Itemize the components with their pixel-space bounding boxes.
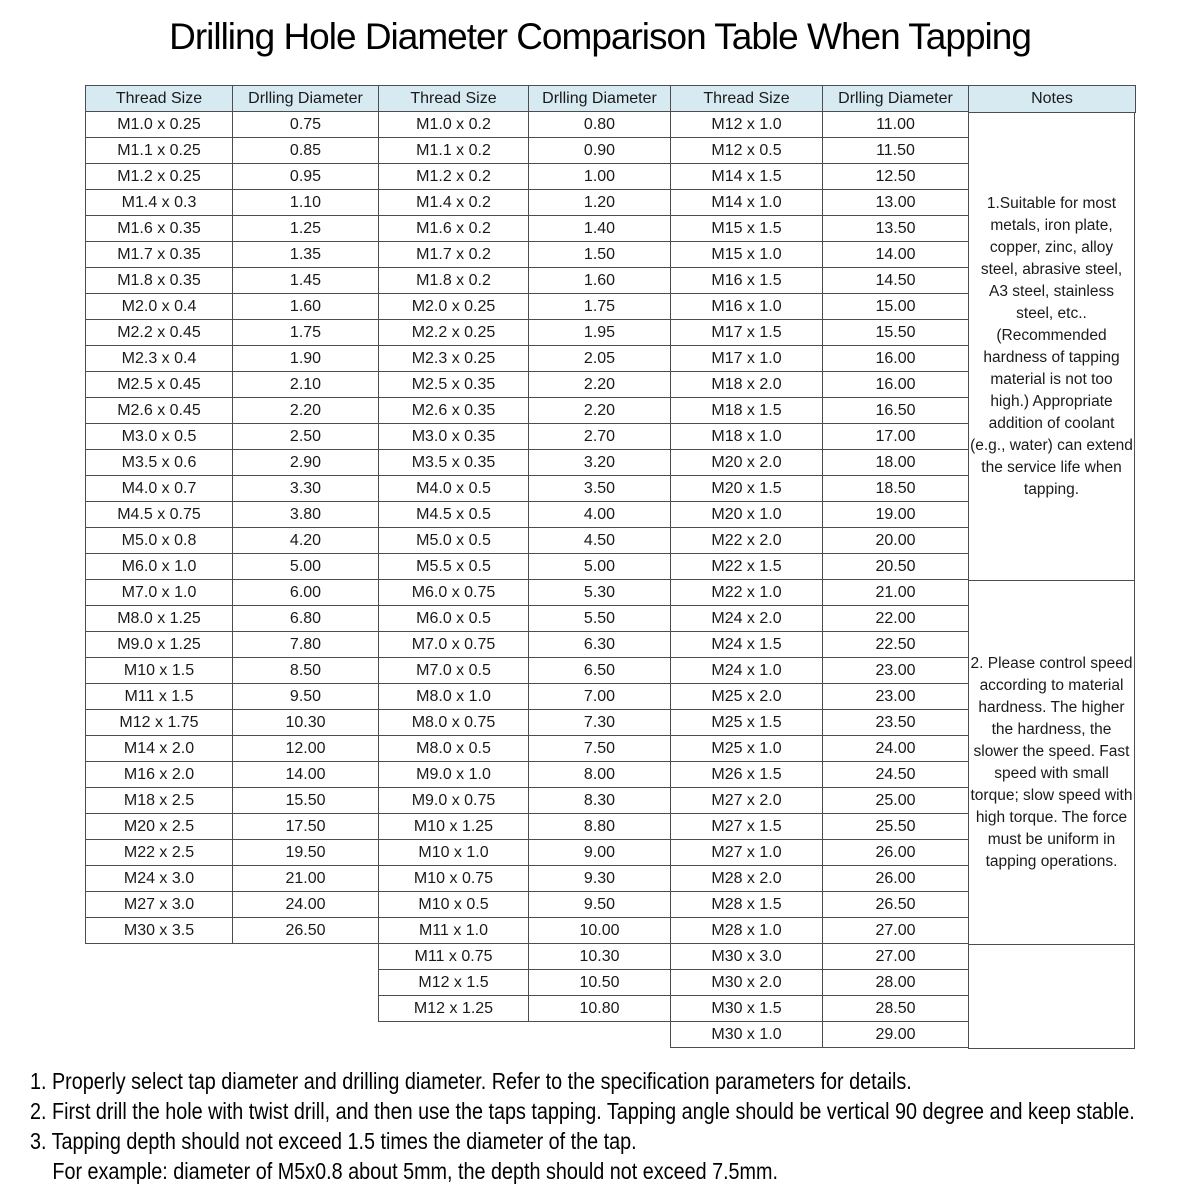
- thread-size-cell: M1.7 x 0.35: [86, 242, 233, 268]
- thread-table-group-1: [85, 85, 379, 944]
- thread-size-cell: M12 x 0.5: [671, 138, 823, 164]
- thread-size-cell: M2.0 x 0.25: [379, 294, 529, 320]
- thread-size-cell: M25 x 2.0: [671, 684, 823, 710]
- drilling-diameter-cell: 25.00: [823, 788, 969, 814]
- thread-size-cell: M1.4 x 0.2: [379, 190, 529, 216]
- note-material-suitability: 1.Suitable for most metals, iron plate, copper, zinc, alloy steel, abrasive steel, A3 steel, stainless steel, etc..(Recommended hardness of tapping material is not too high.) Appropriate addition of coolant (e.g., water) can extend the service life when tapping.: [969, 113, 1135, 581]
- thread-size-cell: M3.0 x 0.35: [379, 424, 529, 450]
- thread-size-cell: M18 x 1.5: [671, 398, 823, 424]
- thread-size-cell: M9.0 x 0.75: [379, 788, 529, 814]
- thread-size-cell: M16 x 1.5: [671, 268, 823, 294]
- thread-size-cell: M1.1 x 0.25: [86, 138, 233, 164]
- thread-size-cell: M7.0 x 1.0: [86, 580, 233, 606]
- thread-size-cell: M22 x 1.5: [671, 554, 823, 580]
- tapping-comparison-table: [85, 85, 1135, 1048]
- thread-size-cell: M18 x 2.5: [86, 788, 233, 814]
- drilling-diameter-cell: 28.00: [823, 970, 969, 996]
- thread-size-cell: M24 x 2.0: [671, 606, 823, 632]
- thread-size-cell: M7.0 x 0.75: [379, 632, 529, 658]
- thread-size-cell: M24 x 3.0: [86, 866, 233, 892]
- drilling-diameter-cell: 15.00: [823, 294, 969, 320]
- drilling-diameter-cell: 10.30: [233, 710, 379, 736]
- drilling-diameter-cell: 2.70: [529, 424, 671, 450]
- thread-size-cell: M2.0 x 0.4: [86, 294, 233, 320]
- drilling-diameter-cell: 2.10: [233, 372, 379, 398]
- drilling-diameter-cell: 20.00: [823, 528, 969, 554]
- drilling-diameter-cell: 12.00: [233, 736, 379, 762]
- thread-size-cell: M30 x 3.5: [86, 918, 233, 944]
- thread-size-cell: M1.6 x 0.2: [379, 216, 529, 242]
- drilling-diameter-cell: 0.80: [529, 112, 671, 138]
- drilling-diameter-cell: 6.00: [233, 580, 379, 606]
- drilling-diameter-cell: 1.00: [529, 164, 671, 190]
- thread-size-cell: M8.0 x 0.5: [379, 736, 529, 762]
- drilling-diameter-cell: 8.30: [529, 788, 671, 814]
- drilling-diameter-cell: 18.00: [823, 450, 969, 476]
- thread-table-group-2: [378, 85, 671, 1022]
- drilling-diameter-cell: 0.90: [529, 138, 671, 164]
- thread-size-cell: M1.8 x 0.35: [86, 268, 233, 294]
- drilling-diameter-cell: 10.00: [529, 918, 671, 944]
- notes-column: [968, 85, 1136, 1049]
- thread-size-cell: M17 x 1.5: [671, 320, 823, 346]
- drilling-diameter-cell: 4.00: [529, 502, 671, 528]
- drilling-diameter-cell: 7.50: [529, 736, 671, 762]
- thread-size-cell: M3.5 x 0.6: [86, 450, 233, 476]
- thread-size-cell: M2.5 x 0.45: [86, 372, 233, 398]
- drilling-diameter-cell: 3.30: [233, 476, 379, 502]
- thread-size-cell: M2.6 x 0.45: [86, 398, 233, 424]
- thread-size-cell: M17 x 1.0: [671, 346, 823, 372]
- drilling-diameter-cell: 19.00: [823, 502, 969, 528]
- thread-size-cell: M28 x 2.0: [671, 866, 823, 892]
- drilling-diameter-cell: 12.50: [823, 164, 969, 190]
- thread-size-cell: M4.5 x 0.75: [86, 502, 233, 528]
- drilling-diameter-cell: 13.00: [823, 190, 969, 216]
- notes-column-header: Notes: [969, 86, 1136, 113]
- drilling-diameter-cell: 1.95: [529, 320, 671, 346]
- drilling-diameter-cell: 2.20: [529, 398, 671, 424]
- drilling-diameter-cell: 0.75: [233, 112, 379, 138]
- thread-table-group-3: [670, 85, 969, 1048]
- drilling-diameter-cell: 9.50: [233, 684, 379, 710]
- drilling-diameter-cell: 8.00: [529, 762, 671, 788]
- thread-size-cell: M1.4 x 0.3: [86, 190, 233, 216]
- drilling-diameter-cell: 14.00: [823, 242, 969, 268]
- drilling-diameter-cell: 27.00: [823, 918, 969, 944]
- drilling-diameter-cell: 5.00: [233, 554, 379, 580]
- drilling-diameter-cell: 3.20: [529, 450, 671, 476]
- thread-size-cell: M24 x 1.5: [671, 632, 823, 658]
- column-header: Thread Size: [671, 86, 823, 112]
- drilling-diameter-cell: 22.50: [823, 632, 969, 658]
- thread-size-cell: M27 x 1.5: [671, 814, 823, 840]
- thread-size-cell: M6.0 x 0.75: [379, 580, 529, 606]
- thread-size-cell: M15 x 1.0: [671, 242, 823, 268]
- drilling-diameter-cell: 1.75: [233, 320, 379, 346]
- drilling-diameter-cell: 9.30: [529, 866, 671, 892]
- column-header: Drlling Diameter: [233, 86, 379, 112]
- thread-size-cell: M1.0 x 0.2: [379, 112, 529, 138]
- thread-size-cell: M2.2 x 0.25: [379, 320, 529, 346]
- thread-size-cell: M20 x 1.5: [671, 476, 823, 502]
- drilling-diameter-cell: 6.50: [529, 658, 671, 684]
- drilling-diameter-cell: 1.35: [233, 242, 379, 268]
- thread-size-cell: M2.3 x 0.4: [86, 346, 233, 372]
- drilling-diameter-cell: 18.50: [823, 476, 969, 502]
- thread-size-cell: M5.0 x 0.5: [379, 528, 529, 554]
- drilling-diameter-cell: 0.85: [233, 138, 379, 164]
- thread-size-cell: M4.0 x 0.7: [86, 476, 233, 502]
- thread-size-cell: M11 x 1.5: [86, 684, 233, 710]
- thread-size-cell: M2.5 x 0.35: [379, 372, 529, 398]
- thread-size-cell: M27 x 3.0: [86, 892, 233, 918]
- thread-size-cell: M14 x 1.0: [671, 190, 823, 216]
- thread-size-cell: M1.2 x 0.25: [86, 164, 233, 190]
- column-header: Thread Size: [379, 86, 529, 112]
- drilling-diameter-cell: 14.50: [823, 268, 969, 294]
- drilling-diameter-cell: 1.40: [529, 216, 671, 242]
- drilling-diameter-cell: 24.50: [823, 762, 969, 788]
- drilling-diameter-cell: 9.00: [529, 840, 671, 866]
- thread-size-cell: M10 x 1.5: [86, 658, 233, 684]
- drilling-diameter-cell: 0.95: [233, 164, 379, 190]
- drilling-diameter-cell: 4.50: [529, 528, 671, 554]
- drilling-diameter-cell: 2.20: [529, 372, 671, 398]
- thread-size-cell: M5.5 x 0.5: [379, 554, 529, 580]
- drilling-diameter-cell: 20.50: [823, 554, 969, 580]
- column-header: Thread Size: [86, 86, 233, 112]
- thread-size-cell: M14 x 2.0: [86, 736, 233, 762]
- footer-line-3: 3. Tapping depth should not exceed 1.5 times the diameter of the tap.: [30, 1128, 637, 1154]
- thread-size-cell: M4.5 x 0.5: [379, 502, 529, 528]
- thread-size-cell: M27 x 2.0: [671, 788, 823, 814]
- drilling-diameter-cell: 21.00: [233, 866, 379, 892]
- thread-size-cell: M11 x 0.75: [379, 944, 529, 970]
- thread-size-cell: M27 x 1.0: [671, 840, 823, 866]
- drilling-diameter-cell: 16.50: [823, 398, 969, 424]
- footer-line-4: For example: diameter of M5x0.8 about 5mm, the depth should not exceed 7.5mm.: [52, 1158, 779, 1184]
- drilling-diameter-cell: 7.00: [529, 684, 671, 710]
- drilling-diameter-cell: 1.10: [233, 190, 379, 216]
- thread-size-cell: M2.6 x 0.35: [379, 398, 529, 424]
- footer-line-1: 1. Properly select tap diameter and drilling diameter. Refer to the specification parameters for details.: [30, 1068, 912, 1094]
- thread-size-cell: M11 x 1.0: [379, 918, 529, 944]
- thread-size-cell: M30 x 2.0: [671, 970, 823, 996]
- drilling-diameter-cell: 26.50: [233, 918, 379, 944]
- thread-size-cell: M6.0 x 1.0: [86, 554, 233, 580]
- thread-size-cell: M8.0 x 1.25: [86, 606, 233, 632]
- drilling-diameter-cell: 2.05: [529, 346, 671, 372]
- thread-size-cell: M22 x 2.0: [671, 528, 823, 554]
- drilling-diameter-cell: 1.60: [233, 294, 379, 320]
- thread-size-cell: M25 x 1.5: [671, 710, 823, 736]
- drilling-diameter-cell: 5.50: [529, 606, 671, 632]
- column-header: Drlling Diameter: [529, 86, 671, 112]
- thread-size-cell: M4.0 x 0.5: [379, 476, 529, 502]
- footer-line-2: 2. First drill the hole with twist drill, and then use the taps tapping. Tapping angle should be vertical 90 degree and keep stable.: [30, 1098, 1135, 1124]
- drilling-diameter-cell: 6.30: [529, 632, 671, 658]
- drilling-diameter-cell: 3.50: [529, 476, 671, 502]
- thread-size-cell: M6.0 x 0.5: [379, 606, 529, 632]
- drilling-diameter-cell: 4.20: [233, 528, 379, 554]
- thread-size-cell: M28 x 1.5: [671, 892, 823, 918]
- thread-size-cell: M14 x 1.5: [671, 164, 823, 190]
- thread-size-cell: M10 x 1.25: [379, 814, 529, 840]
- drilling-diameter-cell: 17.50: [233, 814, 379, 840]
- thread-size-cell: M30 x 3.0: [671, 944, 823, 970]
- drilling-diameter-cell: 26.00: [823, 866, 969, 892]
- drilling-diameter-cell: 11.50: [823, 138, 969, 164]
- drilling-diameter-cell: 9.50: [529, 892, 671, 918]
- drilling-diameter-cell: 29.00: [823, 1022, 969, 1048]
- drilling-diameter-cell: 2.20: [233, 398, 379, 424]
- thread-size-cell: M2.3 x 0.25: [379, 346, 529, 372]
- drilling-diameter-cell: 7.30: [529, 710, 671, 736]
- drilling-diameter-cell: 17.00: [823, 424, 969, 450]
- thread-size-cell: M1.1 x 0.2: [379, 138, 529, 164]
- thread-size-cell: M7.0 x 0.5: [379, 658, 529, 684]
- thread-size-cell: M12 x 1.75: [86, 710, 233, 736]
- thread-size-cell: M26 x 1.5: [671, 762, 823, 788]
- drilling-diameter-cell: 3.80: [233, 502, 379, 528]
- note-speed-control: 2. Please control speed according to material hardness. The higher the hardness, the slower the speed. Fast speed with small torque; slow speed with high torque. The force must be uniform in tapping operations.: [969, 581, 1135, 945]
- drilling-diameter-cell: 1.25: [233, 216, 379, 242]
- thread-size-cell: M1.6 x 0.35: [86, 216, 233, 242]
- drilling-diameter-cell: 23.00: [823, 658, 969, 684]
- drilling-diameter-cell: 2.90: [233, 450, 379, 476]
- drilling-diameter-cell: 19.50: [233, 840, 379, 866]
- thread-size-cell: M28 x 1.0: [671, 918, 823, 944]
- drilling-diameter-cell: 1.45: [233, 268, 379, 294]
- drilling-diameter-cell: 24.00: [823, 736, 969, 762]
- drilling-diameter-cell: 5.30: [529, 580, 671, 606]
- thread-size-cell: M12 x 1.25: [379, 996, 529, 1022]
- thread-size-cell: M1.2 x 0.2: [379, 164, 529, 190]
- thread-size-cell: M20 x 1.0: [671, 502, 823, 528]
- drilling-diameter-cell: 26.00: [823, 840, 969, 866]
- drilling-diameter-cell: 16.00: [823, 346, 969, 372]
- thread-size-cell: M30 x 1.5: [671, 996, 823, 1022]
- thread-size-cell: M12 x 1.5: [379, 970, 529, 996]
- thread-size-cell: M3.0 x 0.5: [86, 424, 233, 450]
- drilling-diameter-cell: 23.00: [823, 684, 969, 710]
- note-empty-cell: [969, 945, 1135, 1049]
- drilling-diameter-cell: 6.80: [233, 606, 379, 632]
- drilling-diameter-cell: 11.00: [823, 112, 969, 138]
- thread-size-cell: M1.0 x 0.25: [86, 112, 233, 138]
- drilling-diameter-cell: 24.00: [233, 892, 379, 918]
- thread-size-cell: M22 x 1.0: [671, 580, 823, 606]
- drilling-diameter-cell: 13.50: [823, 216, 969, 242]
- drilling-diameter-cell: 22.00: [823, 606, 969, 632]
- drilling-diameter-cell: 28.50: [823, 996, 969, 1022]
- thread-size-cell: M16 x 2.0: [86, 762, 233, 788]
- thread-size-cell: M1.8 x 0.2: [379, 268, 529, 294]
- thread-size-cell: M15 x 1.5: [671, 216, 823, 242]
- drilling-diameter-cell: 2.50: [233, 424, 379, 450]
- thread-size-cell: M10 x 0.5: [379, 892, 529, 918]
- footer-instructions: [30, 1066, 1200, 1186]
- thread-size-cell: M30 x 1.0: [671, 1022, 823, 1048]
- drilling-diameter-cell: 25.50: [823, 814, 969, 840]
- thread-size-cell: M10 x 1.0: [379, 840, 529, 866]
- drilling-diameter-cell: 1.60: [529, 268, 671, 294]
- thread-size-cell: M5.0 x 0.8: [86, 528, 233, 554]
- drilling-diameter-cell: 21.00: [823, 580, 969, 606]
- column-header: Drlling Diameter: [823, 86, 969, 112]
- drilling-diameter-cell: 10.50: [529, 970, 671, 996]
- thread-size-cell: M16 x 1.0: [671, 294, 823, 320]
- drilling-diameter-cell: 1.20: [529, 190, 671, 216]
- page-title: Drilling Hole Diameter Comparison Table When Tapping: [169, 16, 1031, 57]
- thread-size-cell: M9.0 x 1.25: [86, 632, 233, 658]
- thread-size-cell: M2.2 x 0.45: [86, 320, 233, 346]
- thread-size-cell: M8.0 x 0.75: [379, 710, 529, 736]
- thread-size-cell: M18 x 2.0: [671, 372, 823, 398]
- drilling-diameter-cell: 16.00: [823, 372, 969, 398]
- drilling-diameter-cell: 5.00: [529, 554, 671, 580]
- drilling-diameter-cell: 1.90: [233, 346, 379, 372]
- drilling-diameter-cell: 10.30: [529, 944, 671, 970]
- thread-size-cell: M24 x 1.0: [671, 658, 823, 684]
- thread-size-cell: M20 x 2.0: [671, 450, 823, 476]
- drilling-diameter-cell: 7.80: [233, 632, 379, 658]
- drilling-diameter-cell: 27.00: [823, 944, 969, 970]
- drilling-diameter-cell: 26.50: [823, 892, 969, 918]
- thread-size-cell: M20 x 2.5: [86, 814, 233, 840]
- drilling-diameter-cell: 15.50: [233, 788, 379, 814]
- thread-size-cell: M12 x 1.0: [671, 112, 823, 138]
- thread-size-cell: M10 x 0.75: [379, 866, 529, 892]
- drilling-diameter-cell: 15.50: [823, 320, 969, 346]
- thread-size-cell: M3.5 x 0.35: [379, 450, 529, 476]
- drilling-diameter-cell: 14.00: [233, 762, 379, 788]
- drilling-diameter-cell: 10.80: [529, 996, 671, 1022]
- thread-size-cell: M25 x 1.0: [671, 736, 823, 762]
- drilling-diameter-cell: 8.80: [529, 814, 671, 840]
- thread-size-cell: M18 x 1.0: [671, 424, 823, 450]
- thread-size-cell: M1.7 x 0.2: [379, 242, 529, 268]
- drilling-diameter-cell: 1.75: [529, 294, 671, 320]
- drilling-diameter-cell: 23.50: [823, 710, 969, 736]
- drilling-diameter-cell: 8.50: [233, 658, 379, 684]
- thread-size-cell: M8.0 x 1.0: [379, 684, 529, 710]
- drilling-diameter-cell: 1.50: [529, 242, 671, 268]
- thread-size-cell: M22 x 2.5: [86, 840, 233, 866]
- thread-size-cell: M9.0 x 1.0: [379, 762, 529, 788]
